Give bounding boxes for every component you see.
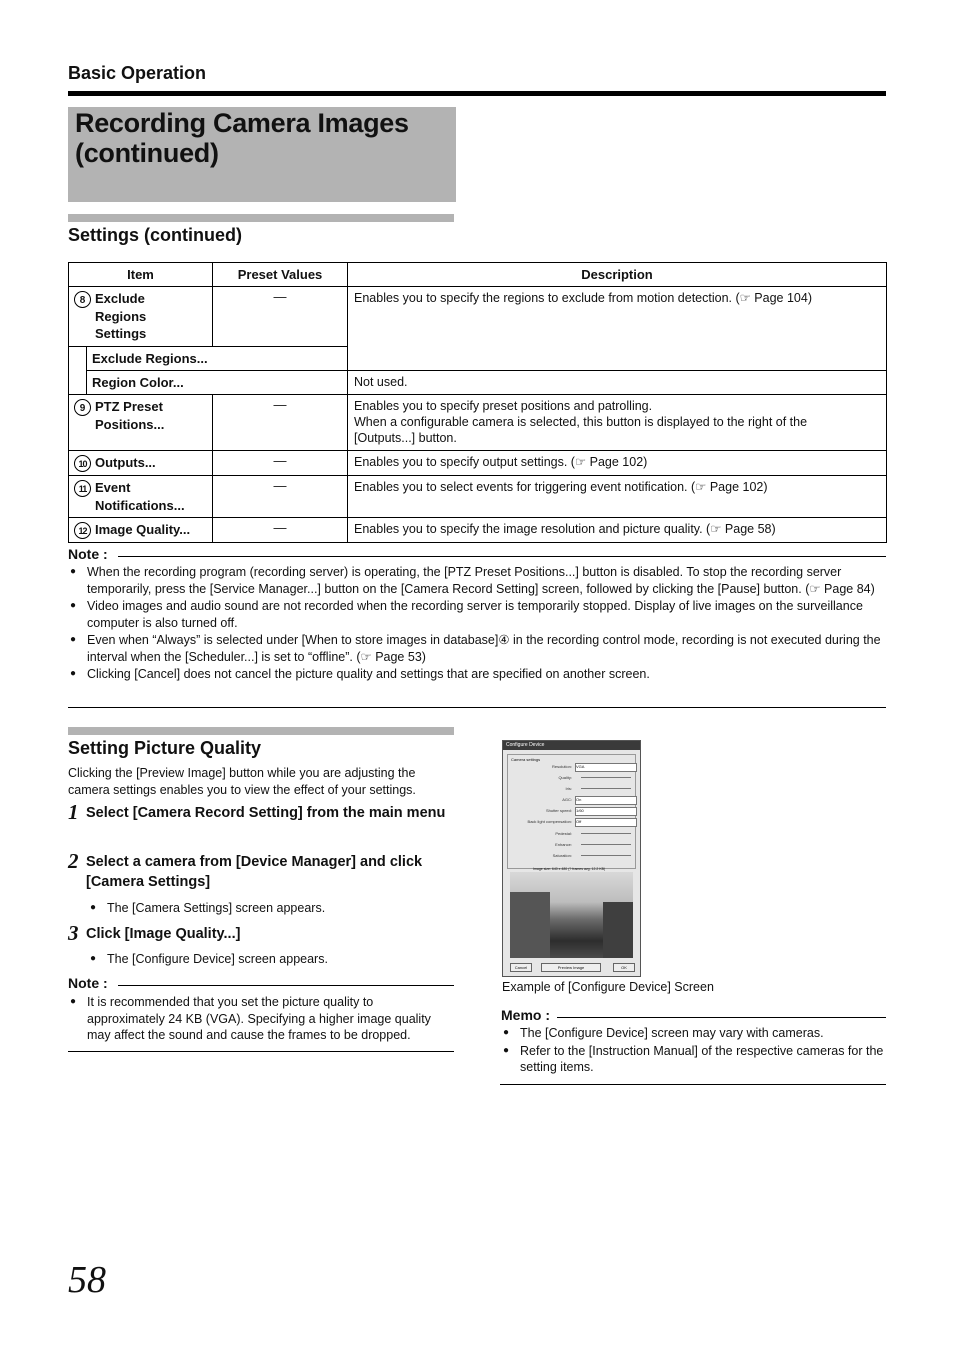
ok-button[interactable]: OK (613, 963, 635, 972)
step-1 (68, 800, 458, 824)
item-label: Settings (95, 326, 147, 341)
table-row (69, 518, 887, 543)
field-label: Pedestal: (555, 831, 572, 836)
preset-value: — (213, 287, 348, 347)
agc-select: On (575, 796, 637, 805)
preset-value: — (213, 451, 348, 476)
agc-row (509, 796, 634, 804)
description-line: When a configurable camera is selected, this button is displayed to the right of the (354, 415, 808, 429)
item-label: Exclude (95, 291, 145, 306)
enhance-row (509, 841, 634, 849)
memo-list (503, 1025, 886, 1077)
step-result-item: ● The [Configure Device] screen appears. (90, 951, 458, 968)
saturation-row (509, 852, 634, 860)
memo-item: ● Refer to the [Instruction Manual] of the respective cameras for the setting items. (503, 1043, 886, 1076)
description: Enables you to specify output settings. (☞ Page 102) (348, 451, 887, 476)
settings-section-title: Settings (continued) (68, 225, 242, 245)
preview-image (510, 872, 633, 958)
item-number: 12 (74, 522, 91, 539)
section-header: Basic Operation (68, 63, 207, 83)
building-shape (510, 892, 550, 958)
shutter-select: 1/60 (575, 807, 637, 816)
window-titlebar: Configure Device (503, 741, 640, 750)
memo-rule (557, 1017, 886, 1018)
note-rule (118, 556, 886, 557)
description: Enables you to select events for triggering event notification. (☞ Page 102) (348, 476, 887, 518)
item-label: Regions (95, 308, 147, 324)
enhance-slider (581, 844, 631, 845)
note-list (70, 994, 454, 1045)
page-title-line2: (continued) (75, 138, 219, 168)
step-3 (68, 921, 458, 968)
page-number: 58 (68, 1259, 106, 1301)
table-row (69, 287, 887, 347)
item-ptz-preset-positions (69, 395, 213, 451)
resolution-row (509, 763, 634, 771)
note-item: ● When the recording program (recording server) is operating, the [PTZ Preset Positions...] button is disabled. To stop the recording server temporarily, press the [Service Manager...] button on the [Camera Record Setting] screen, followed by clicking the [Pause] button. (☞ Page 84) (70, 564, 886, 597)
shutter-row (509, 807, 634, 815)
item-image-quality (69, 518, 213, 543)
note-item: ● Video images and audio sound are not recorded when the recording server is temporarily stopped. Display of live images on the surveillance computer is also turned off. (70, 598, 886, 631)
field-label: Enhance: (555, 842, 572, 847)
image-info: Image size: 640 x 480 (? frames avg. 12.2 KB) (533, 867, 606, 871)
preset-value: — (213, 518, 348, 543)
step-2 (68, 849, 458, 918)
col-header-item: Item (69, 263, 213, 287)
note-heading: Note : (68, 546, 108, 562)
item-number: 11 (74, 480, 91, 497)
note-item: ● Even when “Always” is selected under [When to store images in database]④ in the recording control mode, recording is not executed during the interval when the [Scheduler...] is set to “offline”. (☞ Page 53) (70, 632, 886, 665)
item-label: Event (95, 480, 131, 495)
quality-section-title: Setting Picture Quality (68, 738, 262, 758)
note-heading: Note : (68, 975, 108, 991)
step-text: Select a camera from [Device Manager] and click [Camera Settings] (86, 854, 423, 890)
screenshot-caption: Example of [Configure Device] Screen (502, 980, 714, 994)
saturation-slider (581, 855, 631, 856)
field-label: Shutter speed: (545, 808, 572, 813)
intro-text: Clicking the [Preview Image] button while you are adjusting the camera settings enables you to view the effect of your settings. (68, 766, 416, 797)
field-label: Saturation: (552, 853, 572, 858)
quality-row (509, 774, 634, 782)
item-label: Outputs... (95, 455, 156, 470)
settings-table (68, 262, 887, 543)
quality-slider (581, 777, 631, 778)
header-rule (68, 91, 886, 96)
table-row (69, 476, 887, 518)
step-text: Select [Camera Record Setting] from the main menu (86, 805, 446, 821)
note-item: ● It is recommended that you set the picture quality to approximately 24 KB (VGA). Specifying a higher image quality may affect the sound and cause the frames to be dropped. (70, 994, 454, 1044)
table-row (69, 451, 887, 476)
indent-cell (69, 347, 87, 395)
field-label: Back light compensation: (527, 819, 572, 824)
description-line: Enables you to specify preset positions and patrolling. (354, 399, 653, 413)
pedestal-slider (581, 833, 631, 834)
memo-item: ● The [Configure Device] screen may vary with cameras. (503, 1025, 886, 1042)
section-bar (68, 214, 454, 222)
preset-value: — (213, 395, 348, 451)
item-label: Image Quality... (95, 522, 191, 537)
step-result-item: ● The [Camera Settings] screen appears. (90, 900, 458, 917)
item-exclude-regions-settings (69, 287, 213, 347)
preset-value: — (213, 476, 348, 518)
page-title (75, 108, 409, 168)
pedestal-row (509, 830, 634, 838)
field-label: AGC: (562, 797, 572, 802)
description: Not used. (348, 371, 887, 395)
note-rule (118, 985, 454, 986)
col-header-preset: Preset Values (213, 263, 348, 287)
backlight-row (509, 818, 634, 826)
field-label: Quality: (558, 775, 572, 780)
cancel-button[interactable]: Cancel (510, 963, 532, 972)
page-title-line1: Recording Camera Images (75, 108, 409, 138)
note-end-rule (68, 1051, 454, 1052)
section-bar (68, 727, 454, 735)
field-label: Iris: (565, 786, 572, 791)
step-text: Click [Image Quality...] (86, 926, 241, 942)
item-region-color: Region Color... (87, 371, 348, 395)
table-row (69, 395, 887, 451)
table-header-row (69, 263, 887, 287)
step-result (90, 951, 458, 968)
item-number: 9 (74, 399, 91, 416)
item-number: 10 (74, 455, 91, 472)
step-number: 3 (68, 921, 79, 945)
iris-slider (581, 788, 631, 789)
description-line: [Outputs...] button. (354, 431, 457, 445)
memo-end-rule (500, 1084, 886, 1085)
table-row (69, 371, 887, 395)
item-event-notifications (69, 476, 213, 518)
step-number: 2 (68, 849, 79, 873)
note-item: ● Clicking [Cancel] does not cancel the picture quality and settings that are specified on another screen. (70, 666, 886, 683)
description (348, 395, 887, 451)
backlight-select: Off (575, 818, 637, 827)
item-label: Notifications... (95, 497, 185, 513)
step-result (90, 900, 458, 917)
building-shape (603, 902, 633, 958)
resolution-select: VGA (575, 763, 637, 772)
item-label: PTZ Preset (95, 399, 163, 414)
note-end-rule (68, 707, 886, 708)
col-header-description: Description (348, 263, 887, 287)
item-exclude-regions: Exclude Regions... (87, 347, 348, 371)
item-number: 8 (74, 291, 91, 308)
memo-heading: Memo : (501, 1007, 550, 1023)
description: Enables you to specify the regions to exclude from motion detection. (☞ Page 104) (348, 287, 887, 371)
group-label: Camera settings (511, 757, 541, 762)
item-outputs (69, 451, 213, 476)
item-label: Positions... (95, 416, 165, 432)
preview-image-button[interactable]: Preview Image (541, 963, 601, 972)
description: Enables you to specify the image resolution and picture quality. (☞ Page 58) (348, 518, 887, 543)
note-list (70, 564, 886, 684)
configure-device-screenshot (502, 740, 641, 977)
iris-row (509, 785, 634, 793)
field-label: Resolution: (551, 764, 572, 769)
step-number: 1 (68, 800, 79, 824)
